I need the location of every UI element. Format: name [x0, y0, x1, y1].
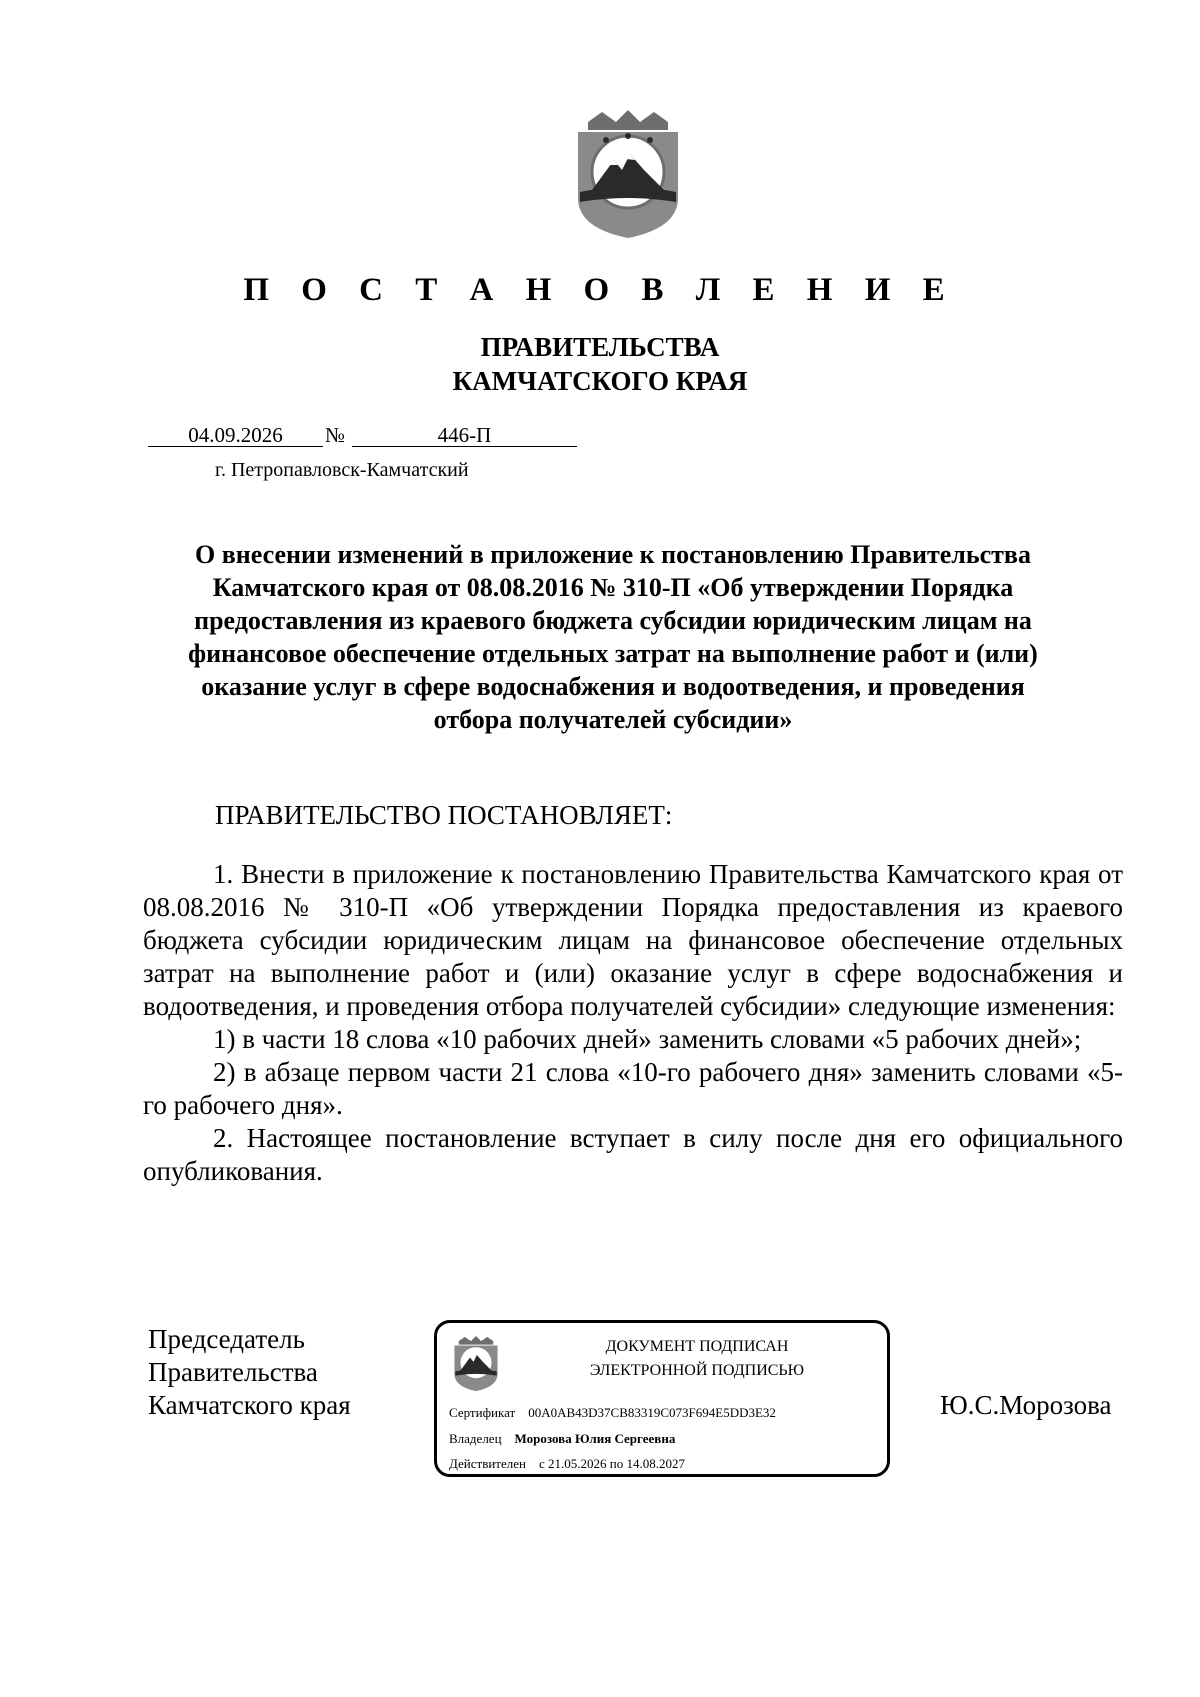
body-paragraph: 1) в части 18 слова «10 рабочих дней» заменить словами «5 рабочих дней»; [213, 1024, 1082, 1054]
stamp-owner-label: Владелец [449, 1431, 502, 1446]
body-paragraph: 1. Внести в приложение к постановлению Правительства Камчатского края от 08.08.2016 № 310-П «Об утверждении Порядка предоставления из краевого бюджета субсидии юридическим лицам на финансовое обеспечение отдельных затрат на выполнение работ и (или) оказание услуг в сфере водоснабжения и водоотведения, и проведения отбора получателей субсидии» следующие изменения: [143, 859, 1123, 1021]
document-type-title: П О С Т А Н О В Л Е Н И Е [243, 272, 957, 308]
number-label: № [325, 423, 346, 447]
signer-name: Ю.С.Морозова [940, 1390, 1112, 1420]
stamp-valid-from: 21.05.2026 [548, 1456, 607, 1471]
stamp-validity-label: Действителен [449, 1456, 526, 1471]
stamp-valid-to-prefix: по [609, 1456, 624, 1471]
subject-line: О внесении изменений в приложение к постановлению Правительства [195, 540, 1031, 569]
subject-line: финансовое обеспечение отдельных затрат на выполнение работ и (или) [188, 639, 1038, 668]
stamp-valid-from-prefix: с [538, 1456, 545, 1471]
document-number: 446-П [352, 424, 577, 447]
issuer-line-2: КАМЧАТСКОГО КРАЯ [452, 366, 748, 396]
stamp-owner-value: Морозова Юлия Сергеевна [514, 1431, 676, 1446]
subject-line: Камчатского края от 08.08.2016 № 310-П «Об утверждении Порядка [212, 573, 1014, 602]
subject-line: оказание услуг в сфере водоснабжения и водоотведения, и проведения [201, 672, 1025, 701]
coat-of-arms-icon [570, 110, 686, 240]
stamp-title-line-1: ДОКУМЕНТ ПОДПИСАН [605, 1338, 789, 1355]
body-paragraph: 2) в абзаце первом части 21 слова «10-го рабочего дня» заменить словами «5-го рабочего дня». [143, 1057, 1123, 1120]
issuer-line-1: ПРАВИТЕЛЬСТВА [480, 332, 720, 362]
body-paragraph: 2. Настоящее постановление вступает в силу после дня его официального опубликования. [143, 1123, 1123, 1186]
signer-position-line: Председатель [148, 1324, 305, 1354]
stamp-certificate-label: Сертификат [449, 1405, 516, 1420]
stamp-valid-to: 14.08.2027 [626, 1456, 685, 1471]
electronic-signature-stamp [434, 1320, 890, 1477]
signer-position-line: Правительства [148, 1357, 318, 1387]
stamp-validity-row [449, 1456, 685, 1472]
subject-line: отбора получателей субсидии» [433, 705, 793, 734]
stamp-coat-of-arms-icon [451, 1335, 501, 1393]
decree-intro: ПРАВИТЕЛЬСТВО ПОСТАНОВЛЯЕТ: [215, 800, 673, 830]
document-subject [148, 538, 1078, 736]
issuer-block [0, 330, 1200, 398]
stamp-certificate-value: 00A0AB43D37CB83319C073F694E5DD3E32 [528, 1405, 776, 1420]
subject-line: предоставления из краевого бюджета субсидии юридическим лицам на [194, 606, 1032, 635]
stamp-owner-row [449, 1431, 675, 1447]
city-name: г. Петропавловск-Камчатский [215, 459, 469, 481]
stamp-title [517, 1335, 877, 1383]
signer-position-line: Камчатского края [148, 1390, 351, 1420]
document-date: 04.09.2026 [148, 424, 323, 447]
stamp-certificate-row [449, 1405, 776, 1421]
document-body [143, 858, 1123, 1188]
signer-position [148, 1323, 351, 1422]
stamp-title-line-2: ЭЛЕКТРОННОЙ ПОДПИСЬЮ [589, 1362, 805, 1379]
